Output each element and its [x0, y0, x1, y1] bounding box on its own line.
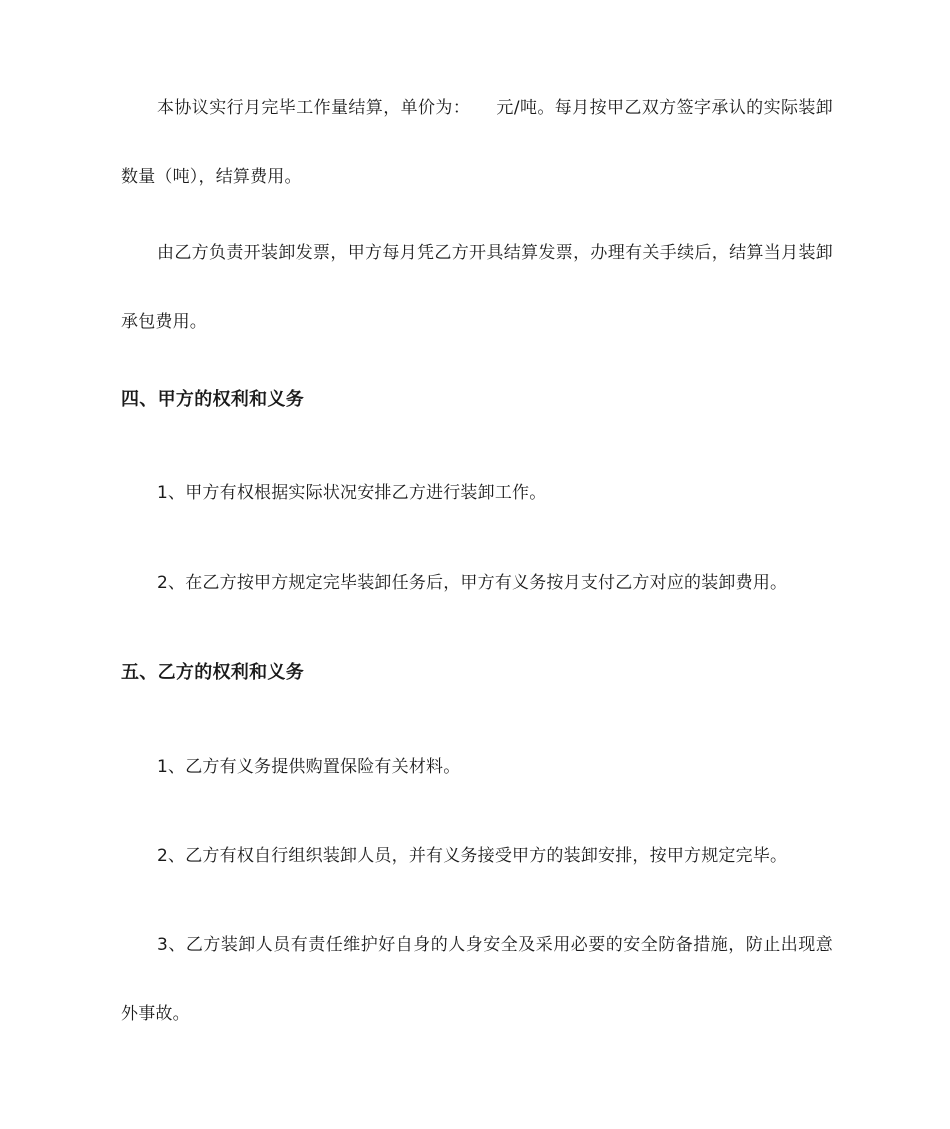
section-5-item-2: 2、乙方有权自行组织装卸人员，并有义务接受甲方的装卸安排，按甲方规定完毕。: [157, 846, 788, 866]
section-4-item-2: 2、在乙方按甲方规定完毕装卸任务后，甲方有义务按月支付乙方对应的装卸费用。: [157, 573, 788, 593]
payment-settlement-text-start: 本协议实行月完毕工作量结算，单价为：: [157, 98, 471, 118]
section-5-item-3: 3、乙方装卸人员有责任维护好自身的人身安全及采用必要的安全防备措施，防止出现意外事故。: [121, 935, 833, 1024]
payment-settlement-text-end: 元/吨。每月按甲乙双方签字承认的实际装卸数量（吨），结算费用。: [121, 98, 833, 187]
section-5-heading: 五、乙方的权利和义务: [121, 662, 304, 683]
section-4-heading: 四、甲方的权利和义务: [121, 389, 304, 410]
payment-settlement-paragraph: [121, 74, 833, 212]
section-4-item-1: 1、甲方有权根据实际状况安排乙方进行装卸工作。: [157, 483, 547, 503]
section-5-item-1: 1、乙方有义务提供购置保险有关材料。: [157, 757, 461, 777]
invoice-paragraph: 由乙方负责开装卸发票，甲方每月凭乙方开具结算发票，办理有关手续后，结算当月装卸承包费用。: [121, 243, 833, 332]
